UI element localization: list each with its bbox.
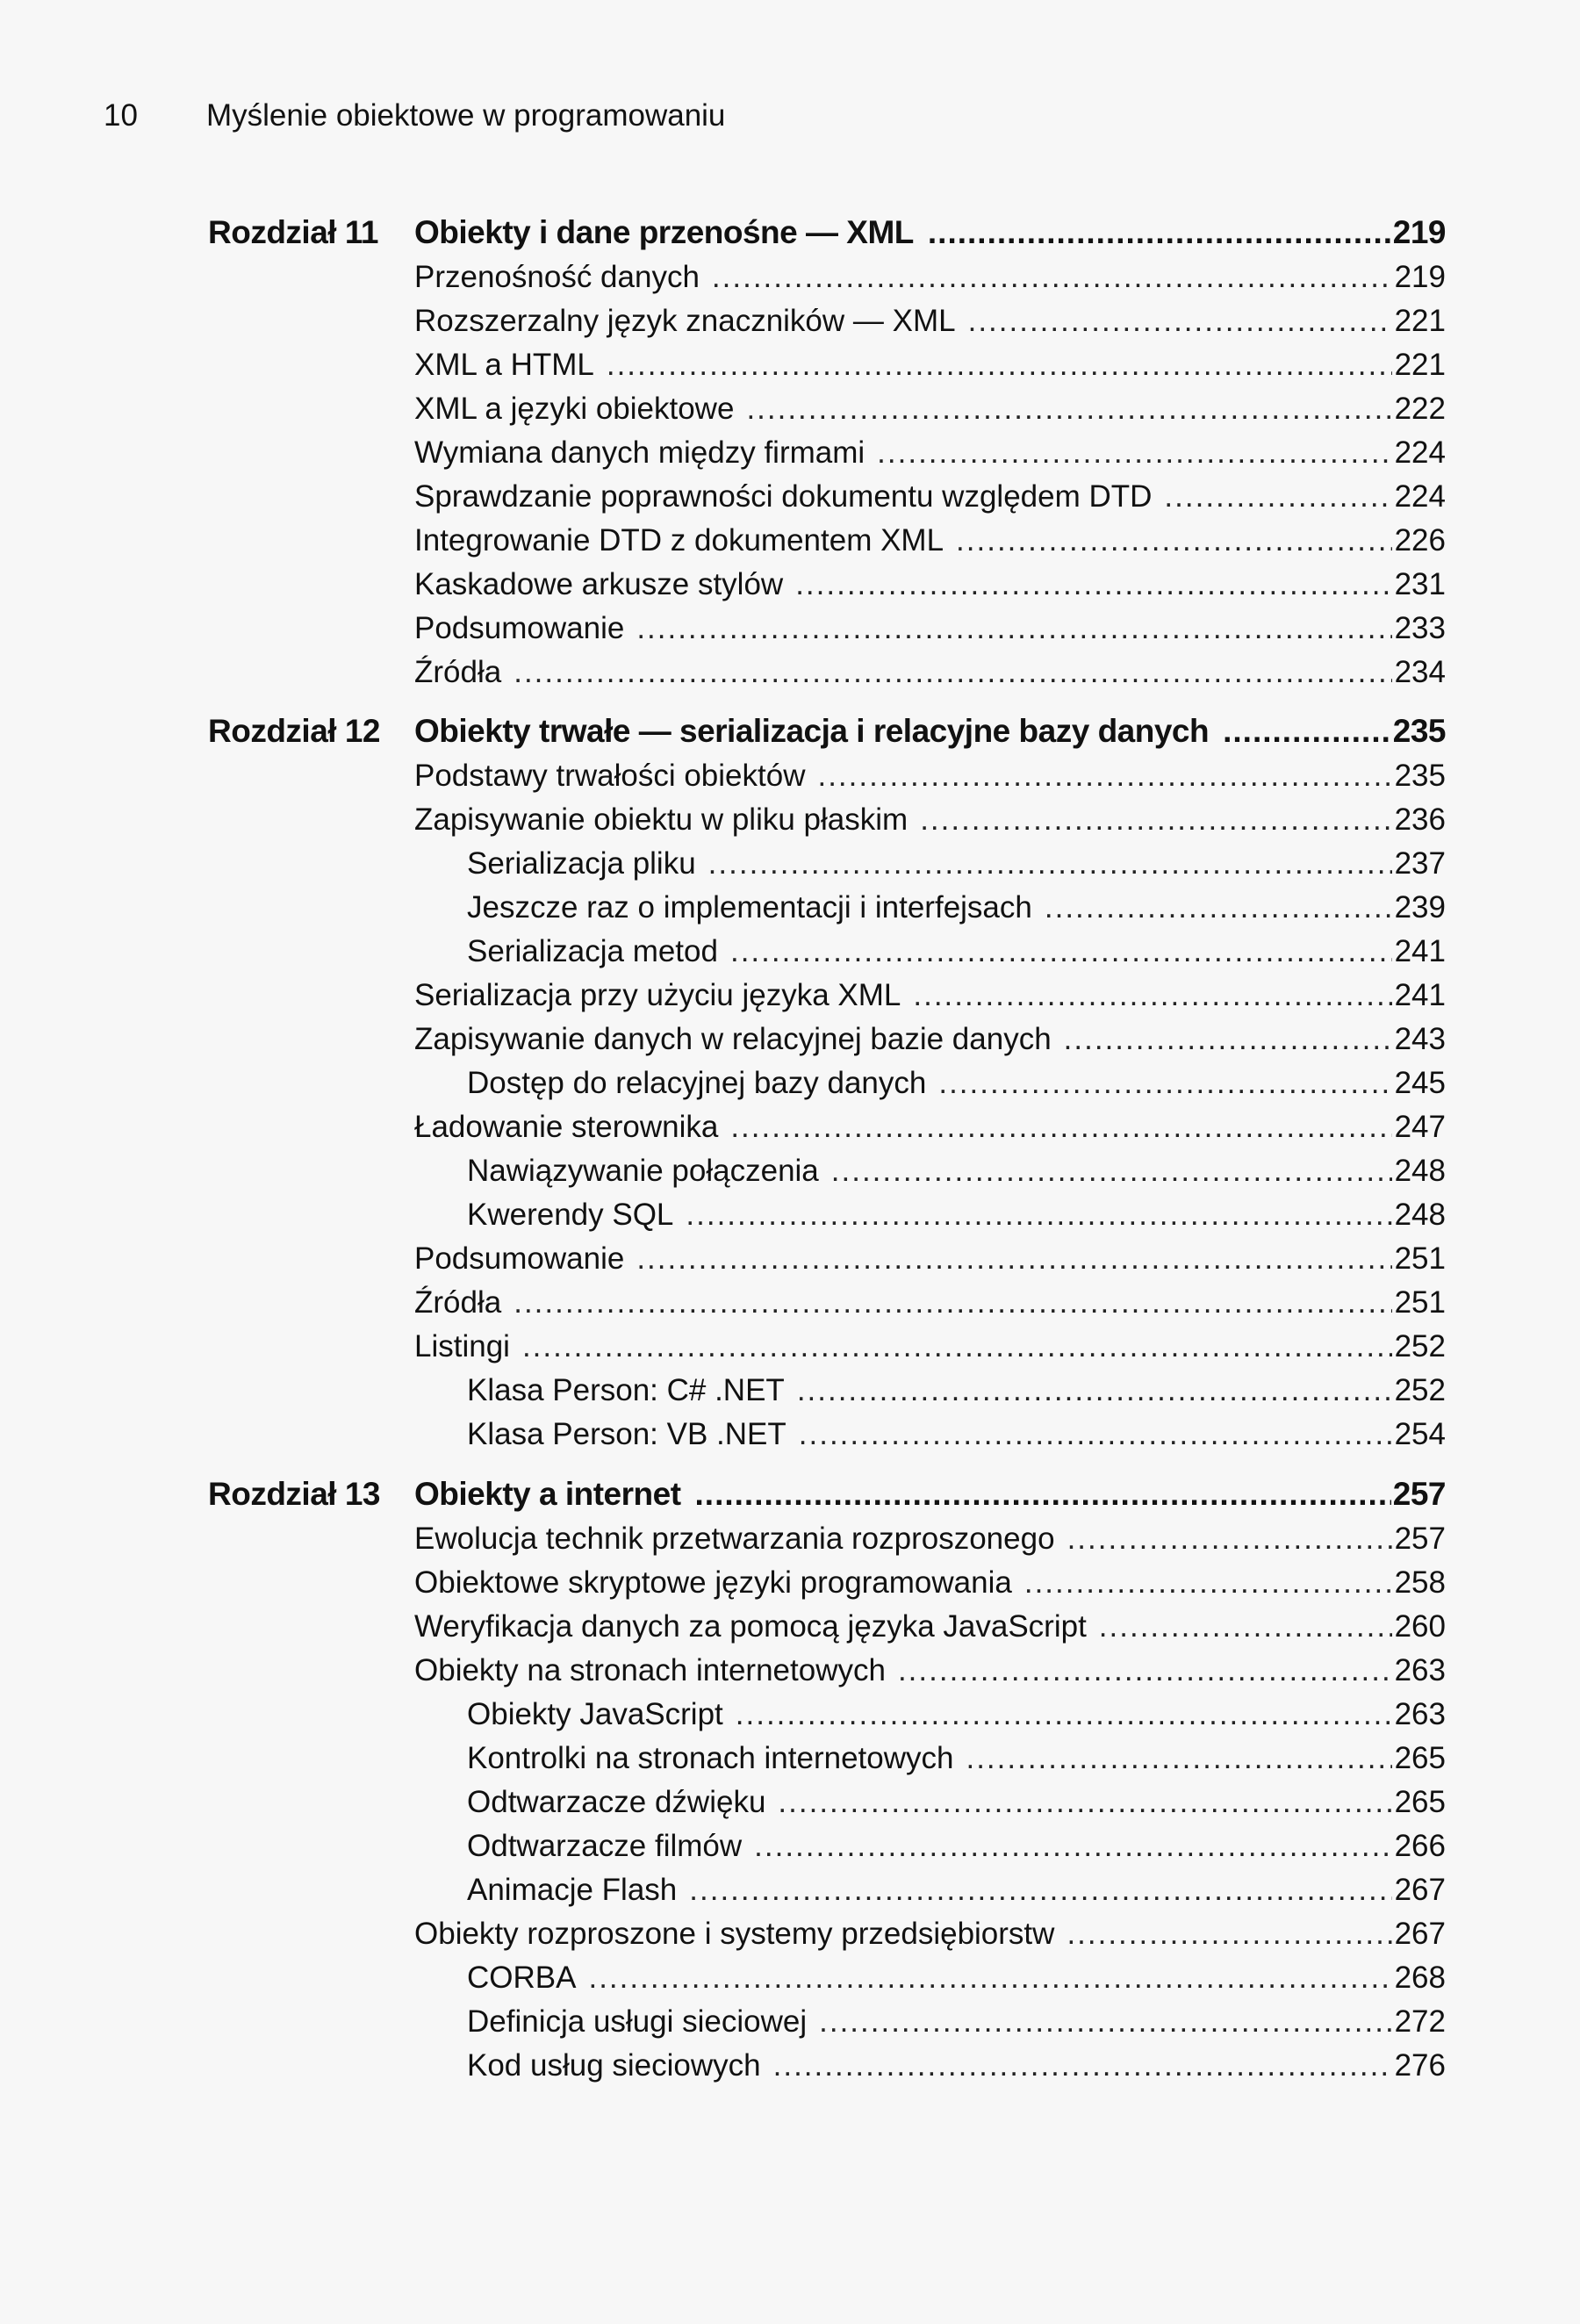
dot-leader xyxy=(920,802,1391,838)
dot-leader xyxy=(636,1241,1391,1277)
entry-title: Źródła xyxy=(414,655,502,689)
dot-leader xyxy=(730,1110,1391,1145)
entry-title: Integrowanie DTD z dokumentem XML xyxy=(414,523,944,558)
dot-leader xyxy=(877,435,1391,471)
entry-title: Zapisywanie obiektu w pliku płaskim xyxy=(414,802,908,837)
toc-entry[interactable] xyxy=(414,392,1446,430)
entry-page-number: 239 xyxy=(1394,890,1446,925)
entry-title: Podstawy trwałości obiektów xyxy=(414,759,806,793)
entry-page-number: 248 xyxy=(1394,1154,1446,1188)
entry-page-number: 241 xyxy=(1394,978,1446,1012)
toc-entry[interactable] xyxy=(414,1241,1446,1280)
toc-entry[interactable] xyxy=(414,1653,1446,1692)
entry-page-number: 267 xyxy=(1394,1873,1446,1907)
entry-title: Klasa Person: C# .NET xyxy=(467,1373,785,1407)
dot-leader xyxy=(514,655,1391,690)
toc-entry[interactable] xyxy=(414,348,1446,386)
dot-leader xyxy=(588,1961,1391,1996)
entry-title: Definicja usługi sieciowej xyxy=(467,2004,808,2039)
chapter-label: Rozdział 11 xyxy=(208,214,378,250)
entry-page-number: 258 xyxy=(1394,1565,1446,1600)
entry-title: Źródła xyxy=(414,1285,502,1320)
toc-entry[interactable] xyxy=(414,655,1446,694)
toc-subentry[interactable] xyxy=(467,1741,1446,1780)
dot-leader xyxy=(695,1476,1391,1513)
toc-subentry[interactable] xyxy=(467,1417,1446,1456)
toc-subentry[interactable] xyxy=(467,1829,1446,1867)
entry-title: Ewolucja technik przetwarzania rozproszonego xyxy=(414,1522,1055,1556)
entry-title: Obiekty na stronach internetowych xyxy=(414,1653,886,1687)
dot-leader xyxy=(968,304,1392,339)
entry-page-number: 226 xyxy=(1394,523,1446,558)
page-number: 10 xyxy=(104,98,138,133)
entry-title: Serializacja pliku xyxy=(467,846,696,881)
toc-entry[interactable] xyxy=(414,304,1446,342)
entry-title: Zapisywanie danych w relacyjnej bazie danych xyxy=(414,1022,1052,1056)
entry-title: Rozszerzalny język znaczników — XML xyxy=(414,304,956,338)
entry-title: XML a HTML xyxy=(414,348,594,382)
entry-title: Jeszcze raz o implementacji i interfejsach xyxy=(467,890,1032,925)
entry-page-number: 265 xyxy=(1394,1741,1446,1775)
chapter-label: Rozdział 12 xyxy=(208,713,380,749)
toc-entry[interactable] xyxy=(414,523,1446,562)
toc-subentry[interactable] xyxy=(467,1198,1446,1236)
dot-leader xyxy=(712,260,1392,295)
toc-subentry[interactable] xyxy=(467,1785,1446,1824)
entry-page-number: 248 xyxy=(1394,1198,1446,1232)
toc-entry[interactable] xyxy=(414,1917,1446,1955)
entry-page-number: 252 xyxy=(1394,1329,1446,1363)
chapter-title: Obiekty i dane przenośne — XML xyxy=(414,214,914,250)
dot-leader xyxy=(795,567,1391,602)
dot-leader xyxy=(966,1741,1391,1776)
dot-leader xyxy=(1045,890,1392,925)
entry-title: Podsumowanie xyxy=(414,611,625,645)
entry-title: Ładowanie sterownika xyxy=(414,1110,719,1144)
dot-leader xyxy=(686,1198,1391,1233)
dot-leader xyxy=(522,1329,1392,1364)
entry-page-number: 263 xyxy=(1394,1697,1446,1731)
dot-leader xyxy=(746,392,1391,427)
entry-page-number: 224 xyxy=(1394,479,1446,514)
entry-title: Obiektowe skryptowe języki programowania xyxy=(414,1565,1012,1600)
toc-entry[interactable] xyxy=(414,435,1446,474)
toc-entry[interactable] xyxy=(414,611,1446,650)
entry-page-number: 235 xyxy=(1394,759,1446,793)
entry-page-number: 268 xyxy=(1394,1961,1446,1995)
entry-title: Podsumowanie xyxy=(414,1241,625,1276)
toc-entry[interactable] xyxy=(414,1022,1446,1061)
dot-leader xyxy=(730,934,1392,969)
entry-page-number: 221 xyxy=(1394,304,1446,338)
dot-leader xyxy=(817,759,1391,794)
toc-entry[interactable] xyxy=(414,1565,1446,1604)
dot-leader xyxy=(938,1066,1391,1101)
dot-leader xyxy=(956,523,1392,558)
entry-title: Obiekty rozproszone i systemy przedsiębiorstw xyxy=(414,1917,1055,1951)
entry-title: Kontrolki na stronach internetowych xyxy=(467,1741,954,1775)
entry-page-number: 236 xyxy=(1394,802,1446,837)
toc-entry[interactable] xyxy=(414,978,1446,1017)
dot-leader xyxy=(689,1873,1391,1908)
toc-subentry[interactable] xyxy=(467,1154,1446,1192)
entry-title: Serializacja metod xyxy=(467,934,718,968)
toc-subentry[interactable] xyxy=(467,890,1446,929)
entry-page-number: 247 xyxy=(1394,1110,1446,1144)
chapter-title: Obiekty a internet xyxy=(414,1476,681,1512)
dot-leader xyxy=(708,846,1392,881)
toc-entry[interactable] xyxy=(414,1285,1446,1324)
entry-page-number: 260 xyxy=(1394,1609,1446,1644)
entry-page-number: 276 xyxy=(1394,2048,1446,2083)
dot-leader xyxy=(1024,1565,1392,1601)
toc-entry[interactable] xyxy=(414,802,1446,841)
toc-entry[interactable] xyxy=(414,479,1446,518)
entry-page-number: 263 xyxy=(1394,1653,1446,1687)
entry-page-number: 252 xyxy=(1394,1373,1446,1407)
entry-title: Klasa Person: VB .NET xyxy=(467,1417,786,1451)
entry-page-number: 265 xyxy=(1394,1785,1446,1819)
dot-leader xyxy=(819,2004,1391,2040)
toc-subentry[interactable] xyxy=(467,2004,1446,2043)
toc-subentry[interactable] xyxy=(467,1066,1446,1104)
entry-title: Serializacja przy użyciu języka XML xyxy=(414,978,901,1012)
chapter-label: Rozdział 13 xyxy=(208,1476,380,1512)
entry-page-number: 224 xyxy=(1394,435,1446,470)
entry-page-number: 231 xyxy=(1394,567,1446,601)
entry-title: Nawiązywanie połączenia xyxy=(467,1154,819,1188)
entry-title: Kaskadowe arkusze stylów xyxy=(414,567,784,601)
entry-title: Wymiana danych między firmami xyxy=(414,435,865,470)
toc-entry[interactable] xyxy=(414,1110,1446,1148)
entry-page-number: 266 xyxy=(1394,1829,1446,1863)
toc-subentry[interactable] xyxy=(467,846,1446,885)
entry-page-number: 251 xyxy=(1394,1285,1446,1320)
entry-title: Animacje Flash xyxy=(467,1873,678,1907)
entry-title: Sprawdzanie poprawności dokumentu względem DTD xyxy=(414,479,1153,514)
dot-leader xyxy=(607,348,1392,383)
entry-page-number: 221 xyxy=(1394,348,1446,382)
entry-title: Weryfikacja danych za pomocą języka JavaScript xyxy=(414,1609,1087,1644)
toc-subentry[interactable] xyxy=(467,1373,1446,1412)
toc-entry[interactable] xyxy=(414,759,1446,797)
entry-page-number: 243 xyxy=(1394,1022,1446,1056)
chapter-heading[interactable] xyxy=(208,713,1446,753)
dot-leader xyxy=(1064,1022,1392,1057)
entry-title: Obiekty JavaScript xyxy=(467,1697,723,1731)
entry-title: Kod usług sieciowych xyxy=(467,2048,761,2083)
toc-subentry[interactable] xyxy=(467,934,1446,973)
entry-page-number: 237 xyxy=(1394,846,1446,881)
entry-title: Przenośność danych xyxy=(414,260,700,294)
entry-page-number: 272 xyxy=(1394,2004,1446,2039)
dot-leader xyxy=(754,1829,1391,1864)
toc-entry[interactable] xyxy=(414,567,1446,606)
entry-page-number: 257 xyxy=(1394,1522,1446,1556)
dot-leader xyxy=(736,1697,1392,1732)
dot-leader xyxy=(928,214,1391,251)
book-title: Myślenie obiektowe w programowaniu xyxy=(206,98,726,133)
chapter-heading[interactable] xyxy=(208,1476,1446,1516)
dot-leader xyxy=(778,1785,1391,1820)
dot-leader xyxy=(799,1417,1392,1452)
toc-entry[interactable] xyxy=(414,260,1446,299)
dot-leader xyxy=(1067,1522,1392,1557)
dot-leader xyxy=(1066,1917,1391,1952)
chapter-title: Obiekty trwałe — serializacja i relacyjne bazy danych xyxy=(414,713,1210,749)
entry-page-number: 241 xyxy=(1394,934,1446,968)
entry-title: Dostęp do relacyjnej bazy danych xyxy=(467,1066,927,1100)
entry-title: Odtwarzacze filmów xyxy=(467,1829,743,1863)
chapter-page-number: 257 xyxy=(1392,1476,1446,1512)
toc-entry[interactable] xyxy=(414,1609,1446,1648)
entry-page-number: 245 xyxy=(1394,1066,1446,1100)
dot-leader xyxy=(831,1154,1392,1189)
toc-entry[interactable] xyxy=(414,1522,1446,1560)
entry-page-number: 254 xyxy=(1394,1417,1446,1451)
chapter-page-number: 219 xyxy=(1392,214,1446,250)
dot-leader xyxy=(514,1285,1391,1320)
toc-subentry[interactable] xyxy=(467,2048,1446,2087)
entry-page-number: 233 xyxy=(1394,611,1446,645)
dot-leader xyxy=(773,2048,1392,2083)
dot-leader xyxy=(913,978,1391,1013)
entry-title: XML a języki obiektowe xyxy=(414,392,735,426)
chapter-heading[interactable] xyxy=(208,214,1446,255)
entry-page-number: 219 xyxy=(1394,260,1446,294)
entry-title: Kwerendy SQL xyxy=(467,1198,674,1232)
chapter-page-number: 235 xyxy=(1392,713,1446,749)
dot-leader xyxy=(1099,1609,1392,1644)
toc-entry[interactable] xyxy=(414,1329,1446,1368)
dot-leader xyxy=(898,1653,1392,1688)
entry-page-number: 222 xyxy=(1394,392,1446,426)
toc-subentry[interactable] xyxy=(467,1697,1446,1736)
entry-title: Listingi xyxy=(414,1329,510,1363)
dot-leader xyxy=(1223,713,1391,750)
dot-leader xyxy=(797,1373,1392,1408)
entry-page-number: 251 xyxy=(1394,1241,1446,1276)
entry-title: CORBA xyxy=(467,1961,577,1995)
entry-page-number: 267 xyxy=(1394,1917,1446,1951)
entry-page-number: 234 xyxy=(1394,655,1446,689)
dot-leader xyxy=(1164,479,1391,514)
dot-leader xyxy=(636,611,1391,646)
toc-subentry[interactable] xyxy=(467,1961,1446,1999)
entry-title: Odtwarzacze dźwięku xyxy=(467,1785,766,1819)
toc-subentry[interactable] xyxy=(467,1873,1446,1911)
